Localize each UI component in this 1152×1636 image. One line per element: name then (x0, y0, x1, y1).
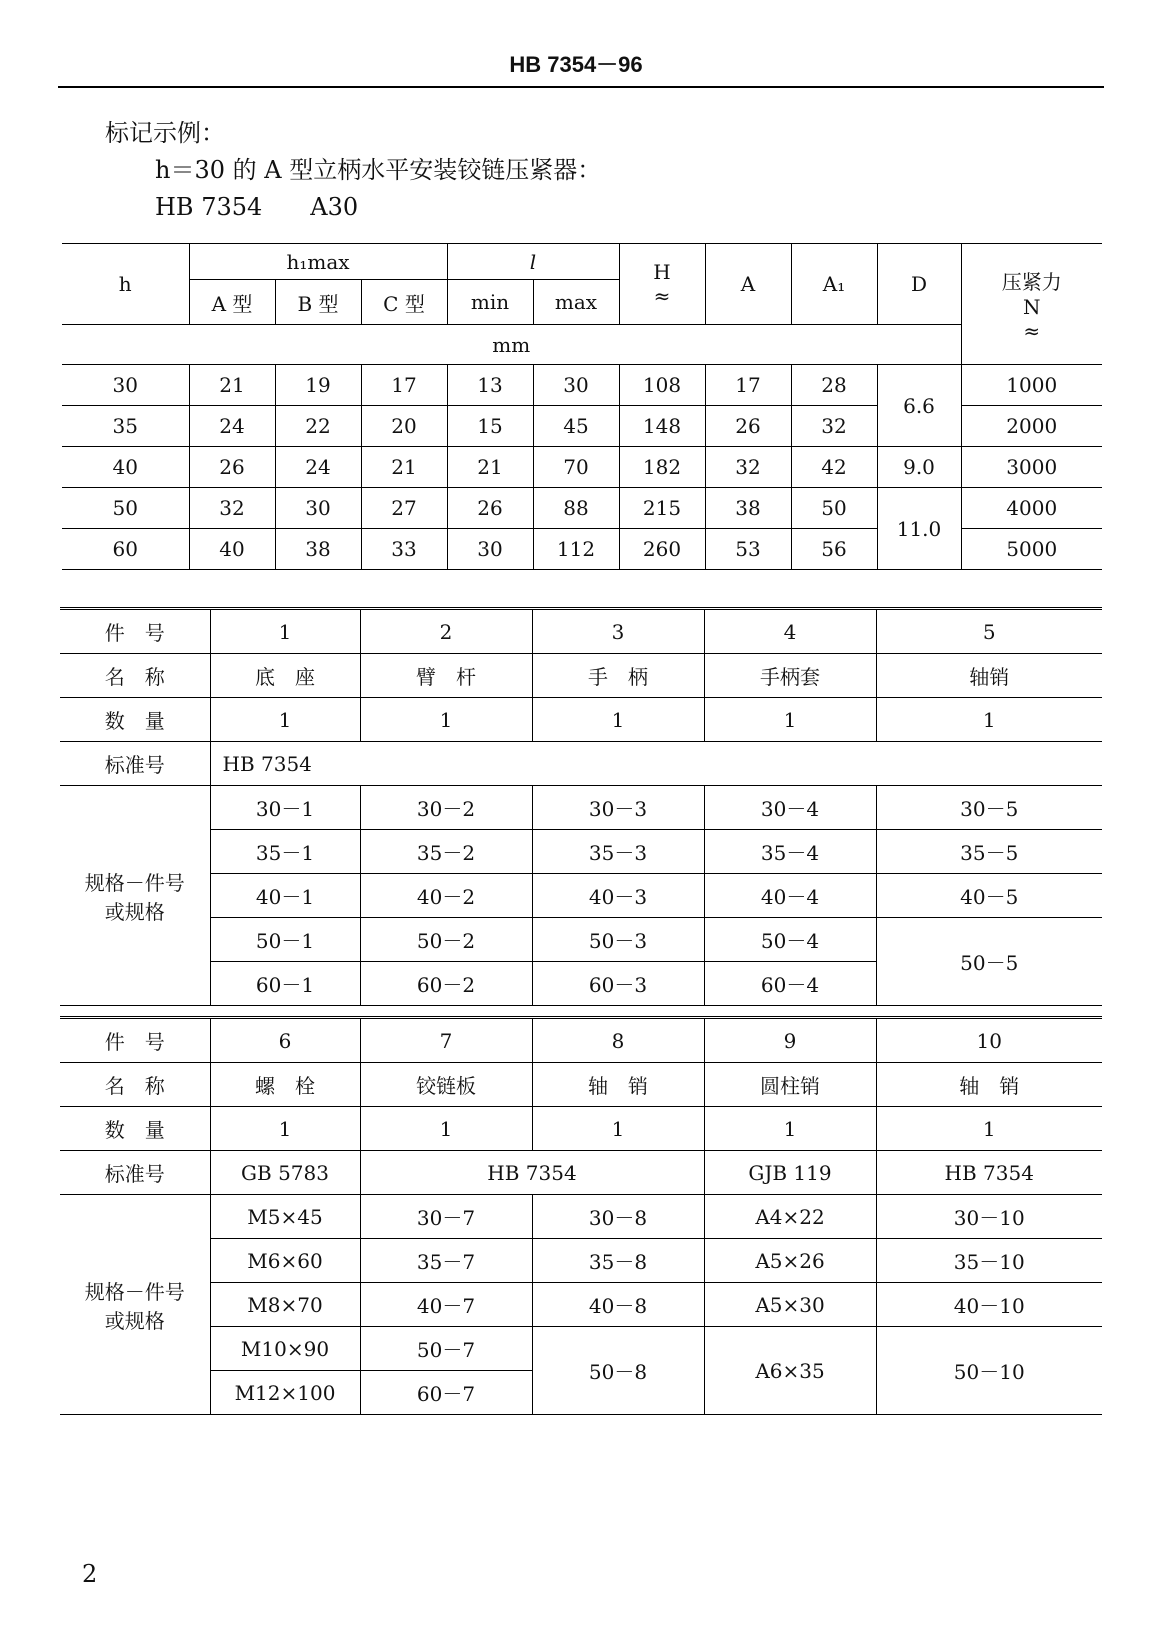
example-code: HB 7354 A30 (155, 193, 359, 221)
table-cell: 1 (532, 698, 704, 742)
table-cell: 30－8 (532, 1195, 704, 1239)
std-label: 标准号 (60, 742, 210, 786)
header-rule (58, 86, 1104, 88)
l-max-header: max (533, 280, 619, 325)
table-cell: 40 (62, 447, 189, 488)
table-cell: 60－4 (704, 962, 876, 1006)
example-description: h＝30 的 A 型立柄水平安装铰链压紧器： (155, 156, 602, 184)
table-cell: 40－7 (360, 1283, 532, 1327)
table-cell: 50－1 (210, 918, 360, 962)
table-cell: 50 (62, 488, 189, 529)
table-cell: 1 (876, 698, 1102, 742)
table-cell: 1 (360, 1107, 532, 1151)
table-cell: 1 (532, 1107, 704, 1151)
table-cell: 260 (619, 529, 705, 570)
table-row (60, 1239, 1102, 1283)
table-cell: 50－8 (532, 1327, 704, 1415)
table-cell: 32 (189, 488, 275, 529)
table-row (60, 1151, 1102, 1195)
table-cell: 7 (360, 1018, 532, 1063)
table-cell: 33 (361, 529, 447, 570)
table-cell: 40－8 (532, 1283, 704, 1327)
table-row (62, 365, 1102, 406)
cell-line: 或规格 (104, 899, 165, 924)
table-cell: 30－1 (210, 786, 360, 830)
table-cell: 30－2 (360, 786, 532, 830)
cell-line: 规格－件号 (84, 870, 185, 895)
qty-label: 数 量 (60, 698, 210, 742)
table-cell: 27 (361, 488, 447, 529)
table-cell: 35－8 (532, 1239, 704, 1283)
table-cell: 13 (447, 365, 533, 406)
table-cell: 21 (447, 447, 533, 488)
l-header: l (447, 244, 619, 280)
table-cell: M8×70 (210, 1283, 360, 1327)
table-cell: 60－2 (360, 962, 532, 1006)
table-row (62, 447, 1102, 488)
table-cell: 50－10 (876, 1327, 1102, 1415)
table-cell: 50－2 (360, 918, 532, 962)
table-cell: 35 (62, 406, 189, 447)
table-cell: 10 (876, 1018, 1102, 1063)
table-cell: 30－5 (876, 786, 1102, 830)
cell-line: ≈ (653, 284, 671, 308)
table-cell: 4 (704, 609, 876, 654)
table-cell: A5×30 (704, 1283, 876, 1327)
table-cell: 螺 栓 (210, 1063, 360, 1107)
table-row (60, 1327, 1102, 1371)
table-cell: HB 7354 (876, 1151, 1102, 1195)
table-cell: 60－3 (532, 962, 704, 1006)
table-cell: 50－5 (876, 918, 1102, 1006)
table-cell: 铰链板 (360, 1063, 532, 1107)
table-cell: 5000 (961, 529, 1102, 570)
table-row (60, 874, 1102, 918)
table-cell: 35－1 (210, 830, 360, 874)
table-cell: 35－4 (704, 830, 876, 874)
table-cell: 32 (791, 406, 877, 447)
spec-label (60, 786, 210, 1006)
table-cell: 1 (360, 698, 532, 742)
type-b-header: B 型 (275, 280, 361, 325)
table-cell: 1 (704, 698, 876, 742)
table-cell: 1 (210, 698, 360, 742)
table-row (60, 918, 1102, 962)
table-cell: 19 (275, 365, 361, 406)
table-cell: 50－3 (532, 918, 704, 962)
table-cell: A4×22 (704, 1195, 876, 1239)
A-header: A (705, 244, 791, 325)
l-min-header: min (447, 280, 533, 325)
cell-line: 压紧力 (1001, 269, 1062, 294)
table-cell: 215 (619, 488, 705, 529)
table-cell: A5×26 (704, 1239, 876, 1283)
table-cell: 21 (189, 365, 275, 406)
table-cell: 38 (275, 529, 361, 570)
table-cell: 40 (189, 529, 275, 570)
table-cell: 轴销 (876, 654, 1102, 698)
table-cell: 臂 杆 (360, 654, 532, 698)
table-cell: 17 (361, 365, 447, 406)
table-row (62, 488, 1102, 529)
table-cell: 24 (275, 447, 361, 488)
unit-row: mm (62, 325, 961, 365)
table-cell: 56 (791, 529, 877, 570)
table-row (60, 742, 1102, 786)
table-cell: 40－10 (876, 1283, 1102, 1327)
table-cell: 60－7 (360, 1371, 532, 1415)
table-cell: GB 5783 (210, 1151, 360, 1195)
spec-label (60, 1195, 210, 1415)
table-cell: 148 (619, 406, 705, 447)
table-cell: 50－4 (704, 918, 876, 962)
table-cell: 40－1 (210, 874, 360, 918)
h-header: h (62, 244, 189, 325)
table-cell: 30 (533, 365, 619, 406)
table-cell: 30 (447, 529, 533, 570)
H-header (619, 244, 705, 325)
table-cell: 底 座 (210, 654, 360, 698)
table-cell: 1 (876, 1107, 1102, 1151)
table-cell: 50 (791, 488, 877, 529)
table-cell: 30 (275, 488, 361, 529)
name-label: 名 称 (60, 654, 210, 698)
d-value: 6.6 (877, 365, 961, 447)
table-cell: 8 (532, 1018, 704, 1063)
table-cell: 40－5 (876, 874, 1102, 918)
page-number: 2 (82, 1560, 98, 1588)
table-cell: 2000 (961, 406, 1102, 447)
table-cell: 26 (447, 488, 533, 529)
part-no-label: 件 号 (60, 609, 210, 654)
table-cell: 1 (210, 1107, 360, 1151)
table-cell: 50－7 (360, 1327, 532, 1371)
table-row (60, 654, 1102, 698)
table-cell: 22 (275, 406, 361, 447)
table-cell: 38 (705, 488, 791, 529)
table-row (60, 1107, 1102, 1151)
cell-line: N (1023, 294, 1041, 319)
h1max-header: h₁max (189, 244, 447, 280)
table-cell: 60 (62, 529, 189, 570)
part-no-label: 件 号 (60, 1018, 210, 1063)
table-cell: 30 (62, 365, 189, 406)
table-row (60, 1018, 1102, 1063)
table-row (60, 1195, 1102, 1239)
type-c-header: C 型 (361, 280, 447, 325)
dimension-table (62, 243, 1102, 570)
table-cell: 112 (533, 529, 619, 570)
table-cell: 3 (532, 609, 704, 654)
table-cell: 35－5 (876, 830, 1102, 874)
table-cell: 40－2 (360, 874, 532, 918)
cell-line: 规格－件号 (84, 1279, 185, 1304)
table-cell: 圆柱销 (704, 1063, 876, 1107)
table-cell: 35－3 (532, 830, 704, 874)
table-cell: 2 (360, 609, 532, 654)
std-value: HB 7354 (210, 742, 1102, 786)
table-cell: 182 (619, 447, 705, 488)
parts-table-2 (60, 1016, 1102, 1415)
table-cell: 28 (791, 365, 877, 406)
document-header: HB 7354－96 (509, 52, 643, 77)
table-cell: 45 (533, 406, 619, 447)
qty-label: 数 量 (60, 1107, 210, 1151)
table-cell: 32 (705, 447, 791, 488)
table-cell: 26 (189, 447, 275, 488)
table-cell: 70 (533, 447, 619, 488)
table-cell: 26 (705, 406, 791, 447)
table-cell: HB 7354 (360, 1151, 704, 1195)
d-value: 9.0 (877, 447, 961, 488)
table-cell: 108 (619, 365, 705, 406)
table-cell: 9 (704, 1018, 876, 1063)
force-header (961, 244, 1102, 365)
table-row (60, 786, 1102, 830)
table-cell: M5×45 (210, 1195, 360, 1239)
table-cell: A6×35 (704, 1327, 876, 1415)
table-cell: 1 (210, 609, 360, 654)
table-cell: 35－2 (360, 830, 532, 874)
table-cell: 1 (704, 1107, 876, 1151)
table-cell: 轴 销 (532, 1063, 704, 1107)
table-cell: 53 (705, 529, 791, 570)
parts-table-1 (60, 607, 1102, 1006)
std-label: 标准号 (60, 1151, 210, 1195)
type-a-header: A 型 (189, 280, 275, 325)
table-cell: 60－1 (210, 962, 360, 1006)
table-cell: 35－7 (360, 1239, 532, 1283)
table-cell: 35－10 (876, 1239, 1102, 1283)
d-value: 11.0 (877, 488, 961, 570)
table-cell: 6 (210, 1018, 360, 1063)
cell-line: H (653, 260, 671, 284)
table-cell: 手 柄 (532, 654, 704, 698)
table-row (60, 1063, 1102, 1107)
table-row (60, 609, 1102, 654)
name-label: 名 称 (60, 1063, 210, 1107)
D-header: D (877, 244, 961, 325)
table-cell: 30－7 (360, 1195, 532, 1239)
table-row (60, 830, 1102, 874)
table-cell: 30－10 (876, 1195, 1102, 1239)
table-cell: M12×100 (210, 1371, 360, 1415)
cell-line: ≈ (1023, 318, 1041, 343)
table-cell: 15 (447, 406, 533, 447)
table-cell: M6×60 (210, 1239, 360, 1283)
table-row (60, 698, 1102, 742)
table-cell: 30－3 (532, 786, 704, 830)
table-cell: 4000 (961, 488, 1102, 529)
table-cell: 20 (361, 406, 447, 447)
table-cell: 17 (705, 365, 791, 406)
table-row (60, 1283, 1102, 1327)
table-cell: 21 (361, 447, 447, 488)
A1-header: A₁ (791, 244, 877, 325)
table-cell: 3000 (961, 447, 1102, 488)
table-cell: 1000 (961, 365, 1102, 406)
table-cell: 手柄套 (704, 654, 876, 698)
table-cell: 5 (876, 609, 1102, 654)
cell-line: 或规格 (104, 1308, 165, 1333)
table-cell: 30－4 (704, 786, 876, 830)
table-cell: 40－4 (704, 874, 876, 918)
table-cell: GJB 119 (704, 1151, 876, 1195)
table-cell: 42 (791, 447, 877, 488)
table-cell: 88 (533, 488, 619, 529)
table-cell: M10×90 (210, 1327, 360, 1371)
example-label: 标记示例： (105, 119, 225, 147)
table-cell: 40－3 (532, 874, 704, 918)
table-cell: 轴 销 (876, 1063, 1102, 1107)
table-cell: 24 (189, 406, 275, 447)
